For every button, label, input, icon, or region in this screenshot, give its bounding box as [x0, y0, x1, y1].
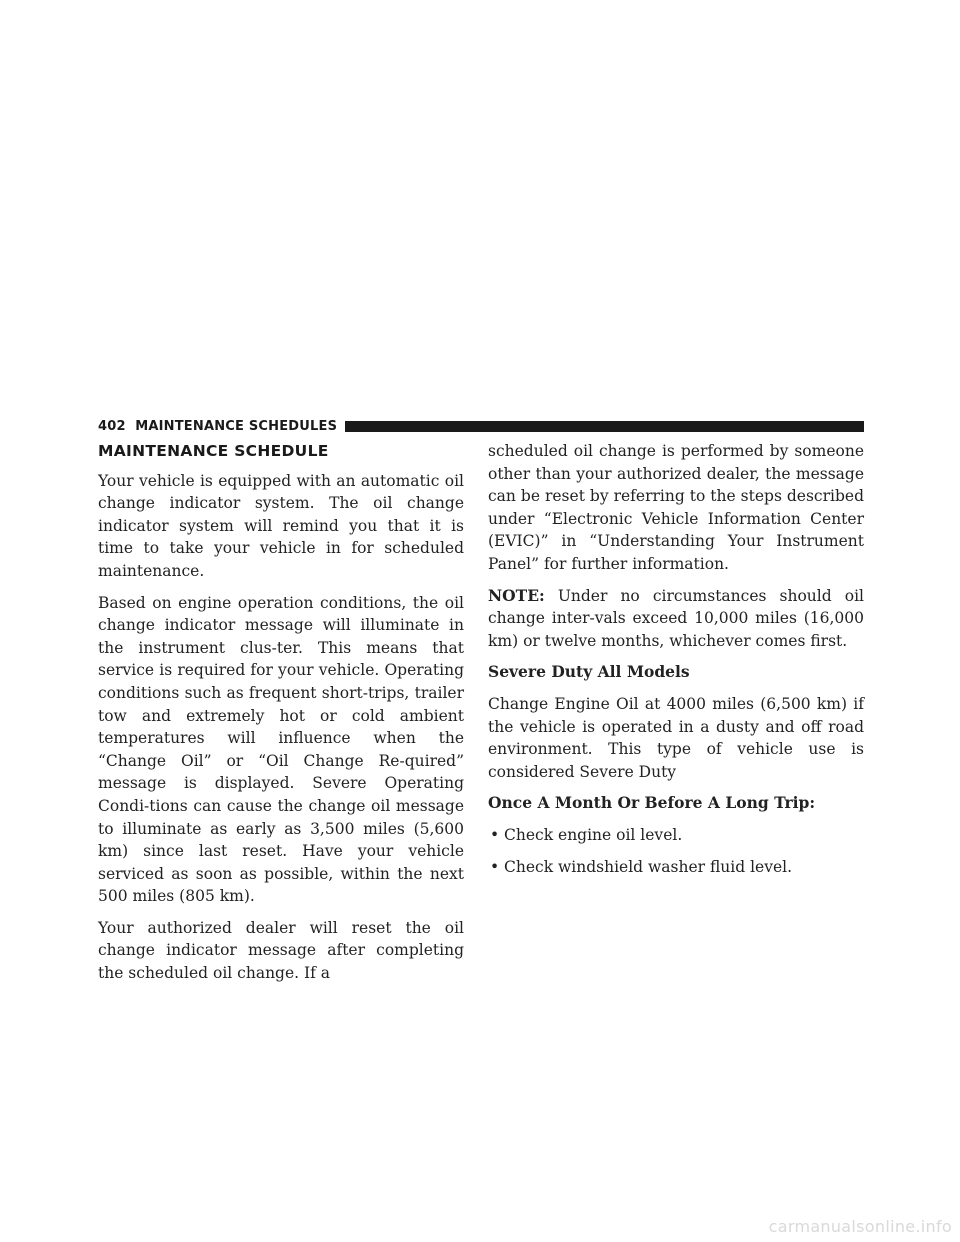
header-rule	[345, 421, 864, 432]
intro-paragraph: Your vehicle is equipped with an automatic oil change indicator system. The oil change indicator system will remind you that it is time to take your vehicle in for scheduled maintenance.	[98, 471, 464, 580]
watermark: carmanualsonline.info	[768, 1217, 952, 1236]
dealer-reset-paragraph: Your authorized dealer will reset the oil change indicator message after completing the scheduled oil change. If a	[98, 918, 464, 983]
right-column	[488, 440, 864, 887]
severe-duty-paragraph: Change Engine Oil at 4000 miles (6,500 km) if the vehicle is operated in a dusty and off road environment. This type of vehicle use is considered Severe Duty	[488, 694, 864, 781]
list-item: • Check engine oil level.	[488, 824, 864, 847]
conditions-paragraph: Based on engine operation conditions, the oil change indicator message will illuminate in the instrument clus-ter. This means that service is required for your vehicle. Operating conditions such as frequent short-trips, trailer tow and extremely hot or cold ambient temperatures will influence when the “Change Oil” or “Oil Change Re-quired” message is displayed. Severe Operating Condi-tions can cause the change oil message to illuminate as early as 3,500 miles (5,600 km) since last reset. Have your vehicle serviced as soon as possible, within the next 500 miles (805 km).	[98, 593, 464, 906]
reset-continuation-paragraph: scheduled oil change is performed by someone other than your authorized dealer, the message can be reset by referring to the steps described under “Electronic Vehicle Information Center (EVIC)” in “Understanding Your Instrument Panel” for further information.	[488, 442, 864, 573]
section-title: MAINTENANCE SCHEDULES	[135, 418, 338, 434]
page-header	[98, 418, 864, 434]
note-paragraph	[488, 585, 864, 653]
list-item: • Check windshield washer fluid level.	[488, 856, 864, 879]
severe-duty-heading: Severe Duty All Models	[488, 662, 690, 682]
monthly-checklist	[488, 824, 864, 878]
page-number-text: 402	[98, 418, 126, 434]
left-column	[98, 440, 464, 994]
note-label: NOTE:	[488, 585, 545, 605]
note-text: Under no circumstances should oil change inter-vals exceed 10,000 miles (16,000 km) or twelve months, whichever comes first.	[488, 586, 864, 650]
page-title: MAINTENANCE SCHEDULE	[98, 442, 329, 460]
monthly-heading: Once A Month Or Before A Long Trip:	[488, 793, 816, 813]
page-number	[98, 419, 337, 434]
